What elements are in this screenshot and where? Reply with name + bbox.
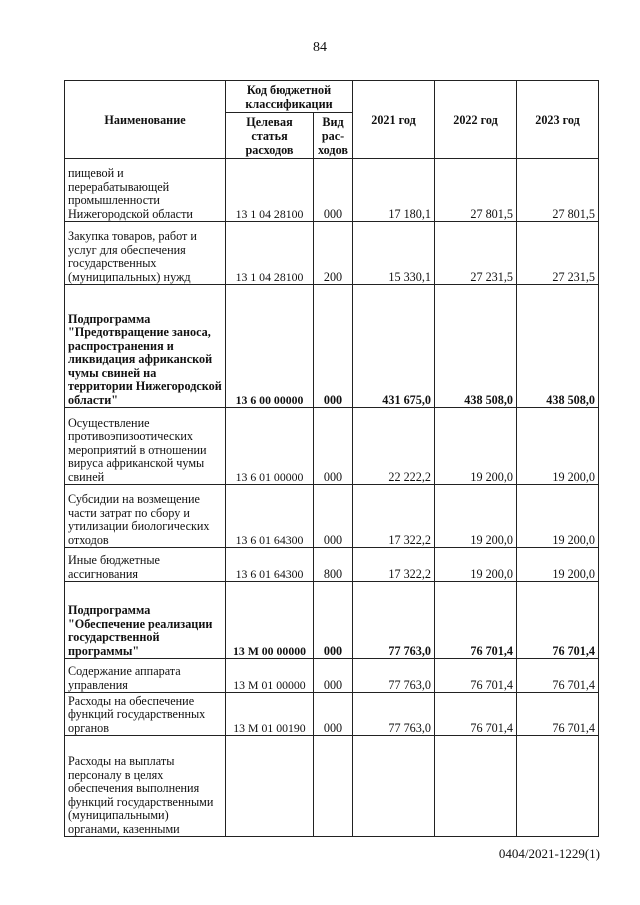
row-target-article: 13 М 00 00000 <box>226 582 314 659</box>
row-name: Подпрограмма "Обеспечение реализации государственной программы" <box>65 582 226 659</box>
header-target-article: Целевая статья расходов <box>226 113 314 159</box>
row-expense-kind: 000 <box>314 582 353 659</box>
table-row <box>65 285 599 408</box>
row-value-2023: 27 231,5 <box>517 222 599 285</box>
header-year-2022: 2022 год <box>435 81 517 159</box>
budget-table <box>64 80 599 837</box>
row-value-2023: 76 701,4 <box>517 659 599 693</box>
row-value-2023: 19 200,0 <box>517 485 599 548</box>
row-value-2021: 17 322,2 <box>353 485 435 548</box>
row-value-2022: 27 231,5 <box>435 222 517 285</box>
row-target-article: 13 6 01 64300 <box>226 548 314 582</box>
row-value-2021: 77 763,0 <box>353 693 435 736</box>
row-value-2021: 431 675,0 <box>353 285 435 408</box>
table-row <box>65 548 599 582</box>
row-value-2021 <box>353 736 435 837</box>
row-value-2023: 76 701,4 <box>517 693 599 736</box>
row-target-article <box>226 736 314 837</box>
header-expense-kind: Вид рас-ходов <box>314 113 353 159</box>
row-value-2021: 17 322,2 <box>353 548 435 582</box>
header-name: Наименование <box>65 81 226 159</box>
row-value-2022: 76 701,4 <box>435 582 517 659</box>
header-budget-code: Код бюджетной классификации <box>226 81 353 113</box>
table-row <box>65 659 599 693</box>
row-name: Расходы на выплаты персоналу в целях обеспечения выполнения функций государственными (муниципальными) органами, казенными <box>65 736 226 837</box>
row-value-2023: 19 200,0 <box>517 408 599 485</box>
row-expense-kind: 000 <box>314 159 353 222</box>
table-row <box>65 693 599 736</box>
row-value-2022: 27 801,5 <box>435 159 517 222</box>
row-expense-kind: 800 <box>314 548 353 582</box>
row-value-2021: 77 763,0 <box>353 582 435 659</box>
row-name: Субсидии на возмещение части затрат по сбору и утилизации биологических отходов <box>65 485 226 548</box>
row-value-2021: 77 763,0 <box>353 659 435 693</box>
row-name: пищевой и перерабатывающей промышленности Нижегородской области <box>65 159 226 222</box>
row-value-2022: 19 200,0 <box>435 408 517 485</box>
row-target-article: 13 М 01 00000 <box>226 659 314 693</box>
row-value-2022: 19 200,0 <box>435 548 517 582</box>
row-expense-kind: 200 <box>314 222 353 285</box>
row-value-2023 <box>517 736 599 837</box>
row-name: Закупка товаров, работ и услуг для обеспечения государственных (муниципальных) нужд <box>65 222 226 285</box>
row-target-article: 13 6 01 00000 <box>226 408 314 485</box>
row-value-2021: 17 180,1 <box>353 159 435 222</box>
row-expense-kind: 000 <box>314 485 353 548</box>
table-row <box>65 222 599 285</box>
table-row <box>65 159 599 222</box>
row-expense-kind: 000 <box>314 285 353 408</box>
page-number: 84 <box>313 40 327 55</box>
table-body <box>65 159 599 837</box>
table-row <box>65 408 599 485</box>
row-expense-kind: 000 <box>314 408 353 485</box>
row-value-2021: 22 222,2 <box>353 408 435 485</box>
row-value-2023: 19 200,0 <box>517 548 599 582</box>
row-name: Содержание аппарата управления <box>65 659 226 693</box>
table-row <box>65 582 599 659</box>
row-expense-kind: 000 <box>314 693 353 736</box>
row-name: Расходы на обеспечение функций государственных органов <box>65 693 226 736</box>
header-year-2023: 2023 год <box>517 81 599 159</box>
row-target-article: 13 М 01 00190 <box>226 693 314 736</box>
row-value-2023: 76 701,4 <box>517 582 599 659</box>
row-value-2022: 19 200,0 <box>435 485 517 548</box>
row-value-2021: 15 330,1 <box>353 222 435 285</box>
header-year-2021: 2021 год <box>353 81 435 159</box>
row-name: Осуществление противоэпизоотических мероприятий в отношении вируса африканской чумы свиней <box>65 408 226 485</box>
row-value-2022 <box>435 736 517 837</box>
row-value-2022: 76 701,4 <box>435 693 517 736</box>
row-value-2023: 438 508,0 <box>517 285 599 408</box>
table-row <box>65 485 599 548</box>
row-expense-kind: 000 <box>314 659 353 693</box>
table-header <box>65 81 599 159</box>
row-target-article: 13 6 01 64300 <box>226 485 314 548</box>
row-name: Подпрограмма "Предотвращение заноса, распространения и ликвидация африканской чумы свиней на территории Нижегородской области" <box>65 285 226 408</box>
row-target-article: 13 6 00 00000 <box>226 285 314 408</box>
row-value-2023: 27 801,5 <box>517 159 599 222</box>
row-target-article: 13 1 04 28100 <box>226 159 314 222</box>
table-row <box>65 736 599 837</box>
row-name: Иные бюджетные ассигнования <box>65 548 226 582</box>
row-target-article: 13 1 04 28100 <box>226 222 314 285</box>
document-code: 0404/2021-1229(1) <box>498 846 600 861</box>
row-expense-kind <box>314 736 353 837</box>
row-value-2022: 438 508,0 <box>435 285 517 408</box>
row-value-2022: 76 701,4 <box>435 659 517 693</box>
